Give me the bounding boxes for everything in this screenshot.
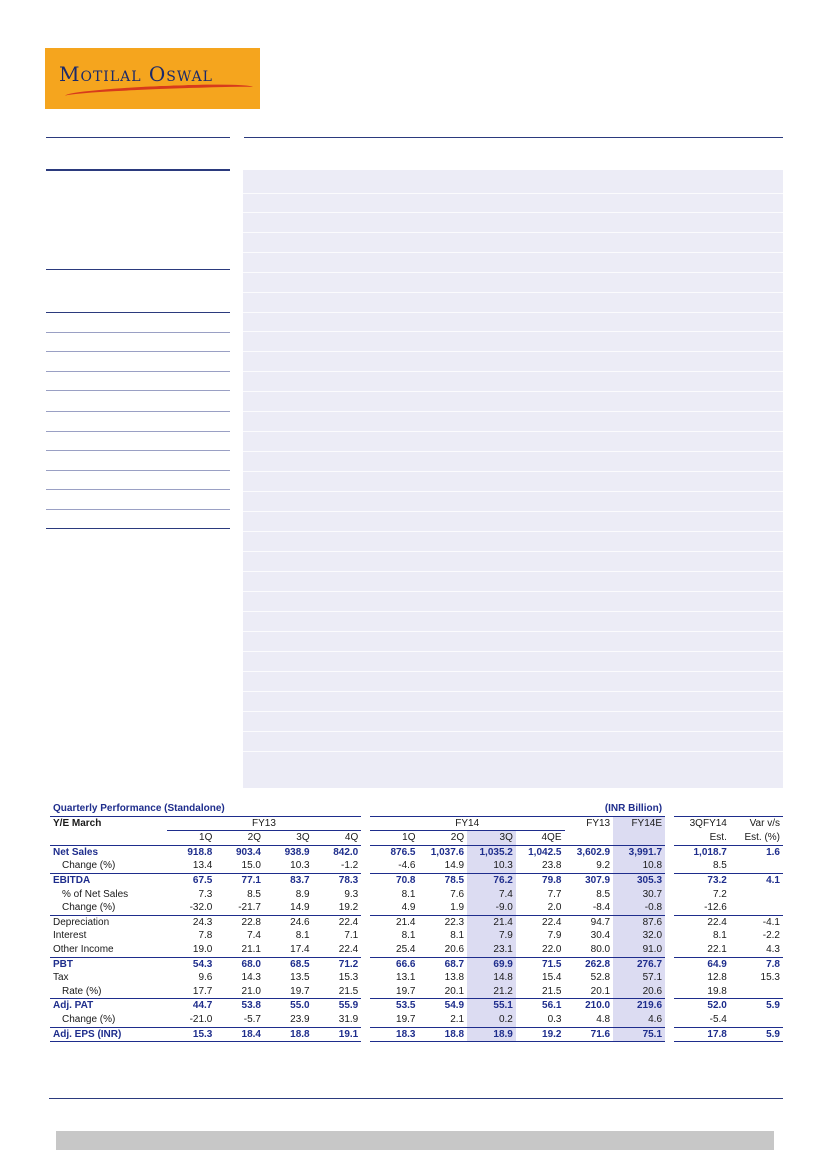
estimate-label: 3QFY14 <box>674 816 730 831</box>
cell-value: 9.6 <box>198 972 213 984</box>
logo-text: Motilal Oswal <box>59 62 213 86</box>
cell-value: 14.9 <box>290 902 310 914</box>
cell-value: 8.9 <box>295 888 310 900</box>
cell-value: 14.8 <box>467 971 516 985</box>
cell-value: 20.6 <box>613 985 665 999</box>
cell-value: 19.2 <box>338 902 359 914</box>
cell-value: 210.0 <box>565 999 614 1013</box>
cell-value: 24.6 <box>264 915 313 929</box>
left-header-rule <box>46 137 230 138</box>
cell-value: 219.6 <box>613 999 665 1013</box>
cell-value: 9.3 <box>344 888 359 900</box>
shade-divider <box>243 391 783 392</box>
table-row <box>50 971 783 985</box>
cell-value: 7.8 <box>730 957 783 971</box>
shade-divider <box>243 312 783 313</box>
column-gap <box>665 985 674 999</box>
cell-value: 44.7 <box>167 999 216 1013</box>
cell-value: 0.2 <box>467 1013 516 1027</box>
shade-divider <box>243 451 783 452</box>
cell-value: 76.2 <box>467 873 516 887</box>
cell-value: 22.4 <box>674 915 730 929</box>
cell-value: 21.5 <box>338 985 359 997</box>
column-gap <box>665 1027 674 1042</box>
table-row <box>50 1013 783 1027</box>
cell-value: 55.1 <box>467 999 516 1013</box>
cell-value: 0.3 <box>547 1013 562 1025</box>
cell-value: 19.8 <box>707 985 727 997</box>
cell-value: 15.3 <box>338 972 359 984</box>
cell-value: 32.0 <box>613 929 665 943</box>
row-label: Depreciation <box>50 915 167 929</box>
cell-value: 91.0 <box>613 943 665 957</box>
group-fy14: FY14 <box>370 816 565 831</box>
cell-value: 21.5 <box>542 985 562 997</box>
cell-value: 94.7 <box>565 915 614 929</box>
cell-value: 8.1 <box>295 930 310 942</box>
cell-value: 4.8 <box>596 1013 611 1025</box>
cell-value: 20.6 <box>444 943 465 955</box>
quarterly-performance-table <box>50 802 783 1042</box>
table-row <box>50 985 783 999</box>
cell-value: 305.3 <box>613 873 665 887</box>
cell-value: 52.8 <box>590 972 611 984</box>
column-gap <box>361 1027 370 1042</box>
cell-value: 8.1 <box>712 930 727 942</box>
table-unit: (INR Billion) <box>604 803 663 814</box>
shade-divider <box>243 711 783 712</box>
cell-value: 22.4 <box>516 915 565 929</box>
shade-divider <box>243 252 783 253</box>
table-row <box>50 943 783 957</box>
cell-value: 7.6 <box>450 888 465 900</box>
cell-value: 5.9 <box>730 999 783 1013</box>
cell-value: -32.0 <box>189 902 213 914</box>
cell-value: 262.8 <box>565 957 614 971</box>
sidebar-divider <box>46 351 230 352</box>
cell-value: 80.0 <box>590 943 611 955</box>
cell-value: 18.8 <box>419 1027 468 1042</box>
column-gap <box>361 859 370 873</box>
cell-value: 1.6 <box>730 845 783 859</box>
cell-value: 2.0 <box>547 902 562 914</box>
quarter-header: 2Q <box>247 832 261 844</box>
cell-value: 71.5 <box>516 957 565 971</box>
cell-value: 22.0 <box>542 943 562 955</box>
sidebar-divider <box>46 332 230 333</box>
table-row <box>50 859 783 873</box>
quarter-header: 4Q <box>344 832 359 844</box>
shade-divider <box>243 351 783 352</box>
cell-value: 25.4 <box>396 943 416 955</box>
group-header-row <box>50 816 783 831</box>
cell-value: 68.0 <box>215 957 264 971</box>
shaded-content-panel <box>243 170 783 788</box>
column-gap <box>665 859 674 873</box>
row-label: EBITDA <box>50 873 167 887</box>
annual-fy14e: FY14E <box>613 816 665 831</box>
cell-value: 10.8 <box>613 859 665 873</box>
shade-divider <box>243 212 783 213</box>
column-gap <box>665 873 674 887</box>
column-gap <box>361 888 370 902</box>
column-gap <box>665 971 674 985</box>
cell-value: 19.0 <box>192 943 213 955</box>
table-row <box>50 845 783 859</box>
cell-value: 69.9 <box>467 957 516 971</box>
cell-value: 79.8 <box>516 873 565 887</box>
cell-value: 19.2 <box>516 1027 565 1042</box>
cell-value: 307.9 <box>565 873 614 887</box>
shade-divider <box>243 731 783 732</box>
table-title-row <box>50 802 783 816</box>
column-gap <box>665 1013 674 1027</box>
group-fy13: FY13 <box>167 816 362 831</box>
table-row <box>50 999 783 1013</box>
cell-value: 938.9 <box>264 845 313 859</box>
cell-value: 55.9 <box>313 999 362 1013</box>
shade-divider <box>243 531 783 532</box>
cell-value: 22.4 <box>338 943 359 955</box>
cell-value: 23.8 <box>542 860 562 872</box>
cell-value: 13.8 <box>444 972 465 984</box>
quarter-header: 3Q <box>296 832 310 844</box>
row-label: % of Net Sales <box>62 888 129 900</box>
cell-value: 5.9 <box>730 1027 783 1042</box>
cell-value: 78.5 <box>419 873 468 887</box>
cell-value: 19.7 <box>290 985 310 997</box>
shade-divider <box>243 292 783 293</box>
cell-value: 68.7 <box>419 957 468 971</box>
cell-value: 53.8 <box>215 999 264 1013</box>
cell-value: 21.2 <box>467 985 516 999</box>
right-header-rule <box>244 137 783 138</box>
cell-value: -9.0 <box>467 901 516 915</box>
sidebar-divider <box>46 411 230 412</box>
shade-divider <box>243 331 783 332</box>
shade-divider <box>243 571 783 572</box>
cell-value: 54.3 <box>167 957 216 971</box>
shade-divider <box>243 751 783 752</box>
cell-value: 15.3 <box>760 972 780 984</box>
cell-value: 54.9 <box>419 999 468 1013</box>
est-header: Est. <box>709 831 727 843</box>
cell-value: 8.5 <box>596 888 611 900</box>
cell-value: 9.2 <box>596 860 611 872</box>
table-row <box>50 957 783 971</box>
cell-value: -5.4 <box>709 1013 727 1025</box>
cell-value: 15.0 <box>241 860 261 872</box>
cell-value: 7.7 <box>547 888 562 900</box>
cell-value: 4.9 <box>401 902 416 914</box>
cell-value <box>730 901 783 915</box>
sidebar-divider <box>46 371 230 372</box>
row-label: Adj. PAT <box>50 999 167 1013</box>
shade-divider <box>243 371 783 372</box>
footer-bar <box>56 1131 774 1150</box>
shade-divider <box>243 611 783 612</box>
cell-value: 15.3 <box>167 1027 216 1042</box>
cell-value: -4.1 <box>730 915 783 929</box>
cell-value: 7.4 <box>467 888 516 902</box>
row-label: Change (%) <box>62 902 116 914</box>
cell-value: 17.7 <box>192 985 213 997</box>
cell-value: 20.1 <box>444 985 465 997</box>
cell-value: 23.9 <box>290 1013 310 1025</box>
annual-fy13: FY13 <box>565 816 614 831</box>
cell-value: 18.4 <box>215 1027 264 1042</box>
cell-value: 53.5 <box>370 999 419 1013</box>
cell-value: 7.4 <box>247 930 261 942</box>
row-label: Rate (%) <box>62 985 102 997</box>
cell-value: 7.3 <box>198 888 213 900</box>
cell-value: 57.1 <box>613 971 665 985</box>
quarter-header-row <box>50 831 783 846</box>
cell-value: 22.4 <box>313 915 362 929</box>
cell-value: 7.1 <box>344 930 359 942</box>
cell-value: 3,991.7 <box>613 845 665 859</box>
cell-value: 842.0 <box>313 845 362 859</box>
ye-label: Y/E March <box>50 816 167 831</box>
cell-value: 8.1 <box>401 930 416 942</box>
cell-value: 19.1 <box>313 1027 362 1042</box>
cell-value: 70.8 <box>370 873 419 887</box>
cell-value: 7.9 <box>547 930 562 942</box>
variance-label: Var v/s <box>730 816 783 831</box>
cell-value: 77.1 <box>215 873 264 887</box>
cell-value: 78.3 <box>313 873 362 887</box>
cell-value: 17.4 <box>290 943 310 955</box>
cell-value: 21.0 <box>241 985 261 997</box>
cell-value: 3,602.9 <box>565 845 614 859</box>
cell-value: 21.1 <box>241 943 261 955</box>
shade-divider <box>243 651 783 652</box>
cell-value: 276.7 <box>613 957 665 971</box>
cell-value: 4.6 <box>613 1013 665 1027</box>
sidebar-divider <box>46 528 230 529</box>
column-gap <box>665 929 674 943</box>
row-label: PBT <box>50 957 167 971</box>
shade-divider <box>243 411 783 412</box>
cell-value <box>730 985 783 999</box>
column-gap <box>665 901 674 915</box>
cell-value: -21.0 <box>189 1013 213 1025</box>
cell-value: 4.1 <box>730 873 783 887</box>
cell-value: 22.1 <box>707 943 727 955</box>
sidebar-divider <box>46 390 230 391</box>
table-row <box>50 888 783 902</box>
cell-value: 30.7 <box>613 888 665 902</box>
row-label: Change (%) <box>62 860 116 872</box>
cell-value: 71.2 <box>313 957 362 971</box>
cell-value: 7.8 <box>198 930 213 942</box>
column-gap <box>361 929 370 943</box>
sidebar-divider <box>46 509 230 510</box>
left-section-rule <box>46 169 230 171</box>
cell-value: 71.6 <box>565 1027 614 1042</box>
column-gap <box>665 915 674 929</box>
row-label: Net Sales <box>50 845 167 859</box>
cell-value: 7.2 <box>712 888 727 900</box>
cell-value: 66.6 <box>370 957 419 971</box>
cell-value: 67.5 <box>167 873 216 887</box>
cell-value: 1,018.7 <box>674 845 730 859</box>
table-row <box>50 929 783 943</box>
row-label: Other Income <box>53 943 114 955</box>
cell-value: 20.1 <box>590 985 611 997</box>
cell-value: 15.4 <box>542 972 562 984</box>
shade-divider <box>243 551 783 552</box>
cell-value: 10.3 <box>290 860 310 872</box>
quarter-header: 4QE <box>541 832 562 844</box>
cell-value: 18.9 <box>467 1027 516 1042</box>
cell-value: 1,037.6 <box>419 845 468 859</box>
cell-value: 30.4 <box>590 930 611 942</box>
cell-value: 903.4 <box>215 845 264 859</box>
shade-divider <box>243 691 783 692</box>
column-gap <box>665 943 674 957</box>
shade-divider <box>243 431 783 432</box>
cell-value: 52.0 <box>674 999 730 1013</box>
table-row <box>50 873 783 887</box>
cell-value: 17.8 <box>674 1027 730 1042</box>
row-label: Adj. EPS (INR) <box>50 1027 167 1042</box>
footer-rule <box>49 1098 783 1099</box>
shade-divider <box>243 591 783 592</box>
cell-value: 12.8 <box>707 972 727 984</box>
cell-value: 75.1 <box>613 1027 665 1042</box>
motilal-oswal-logo <box>45 48 260 109</box>
cell-value: -1.2 <box>341 860 359 872</box>
cell-value: 1,042.5 <box>516 845 565 859</box>
cell-value: -8.4 <box>592 902 611 914</box>
table-row <box>50 901 783 915</box>
column-gap <box>665 957 674 971</box>
column-gap <box>361 957 370 971</box>
shade-divider <box>243 232 783 233</box>
cell-value: 13.5 <box>290 972 310 984</box>
cell-value: -4.6 <box>398 860 416 872</box>
cell-value: 14.3 <box>241 972 261 984</box>
cell-value: 73.2 <box>674 873 730 887</box>
column-gap <box>361 901 370 915</box>
column-gap <box>361 1013 370 1027</box>
cell-value: 13.4 <box>192 860 213 872</box>
cell-value: -12.6 <box>704 902 727 914</box>
column-gap <box>665 999 674 1013</box>
row-label: Change (%) <box>62 1013 116 1025</box>
cell-value: 31.9 <box>338 1013 359 1025</box>
cell-value: 8.5 <box>247 888 261 900</box>
cell-value: 55.0 <box>264 999 313 1013</box>
column-gap <box>665 888 674 902</box>
cell-value: 19.7 <box>396 985 416 997</box>
cell-value: 68.5 <box>264 957 313 971</box>
column-gap <box>361 873 370 887</box>
sidebar-divider <box>46 269 230 270</box>
shade-divider <box>243 491 783 492</box>
table-row <box>50 1027 783 1042</box>
cell-value: 24.3 <box>167 915 216 929</box>
cell-value: 23.1 <box>467 943 516 957</box>
cell-value: 18.3 <box>370 1027 419 1042</box>
cell-value: 876.5 <box>370 845 419 859</box>
column-gap <box>665 845 674 859</box>
column-gap <box>361 971 370 985</box>
cell-value: 918.8 <box>167 845 216 859</box>
cell-value: -21.7 <box>238 902 261 914</box>
column-gap <box>361 845 370 859</box>
shade-divider <box>243 631 783 632</box>
quarter-header: 3Q <box>467 831 516 846</box>
cell-value: 21.4 <box>370 915 419 929</box>
cell-value: 4.3 <box>766 943 780 955</box>
cell-value: 14.9 <box>444 860 465 872</box>
cell-value: 8.1 <box>401 888 416 900</box>
row-label: Interest <box>53 930 87 942</box>
cell-value <box>730 859 783 873</box>
shade-divider <box>243 193 783 194</box>
cell-value: 87.6 <box>613 915 665 929</box>
quarter-header: 1Q <box>199 832 213 844</box>
table-row <box>50 915 783 929</box>
shade-divider <box>243 471 783 472</box>
var-header: Est. (%) <box>744 831 780 843</box>
cell-value: 8.5 <box>712 860 727 872</box>
column-gap <box>361 915 370 929</box>
cell-value: 13.1 <box>396 972 416 984</box>
cell-value: 7.9 <box>467 929 516 943</box>
shade-divider <box>243 671 783 672</box>
quarter-header: 1Q <box>402 832 416 844</box>
cell-value: 21.4 <box>467 915 516 929</box>
cell-value <box>730 1013 783 1027</box>
column-gap <box>361 943 370 957</box>
quarter-header: 2Q <box>450 832 465 844</box>
shade-divider <box>243 272 783 273</box>
cell-value: 22.3 <box>419 915 468 929</box>
sidebar-divider <box>46 450 230 451</box>
cell-value: 1.9 <box>450 902 465 914</box>
row-label: Tax <box>53 972 69 984</box>
cell-value: 18.8 <box>264 1027 313 1042</box>
cell-value: 2.1 <box>450 1013 465 1025</box>
cell-value: 56.1 <box>516 999 565 1013</box>
cell-value: 1,035.2 <box>467 845 516 859</box>
cell-value: 19.7 <box>396 1013 416 1025</box>
cell-value: 8.1 <box>450 930 465 942</box>
column-gap <box>361 999 370 1013</box>
cell-value: -0.8 <box>613 901 665 915</box>
sidebar-divider <box>46 489 230 490</box>
cell-value <box>730 888 783 902</box>
cell-value: -5.7 <box>243 1013 261 1025</box>
cell-value: 64.9 <box>674 957 730 971</box>
shade-divider <box>243 511 783 512</box>
cell-value: 10.3 <box>467 859 516 873</box>
sidebar-divider <box>46 470 230 471</box>
cell-value: -2.2 <box>762 930 780 942</box>
column-gap <box>361 985 370 999</box>
sidebar-divider <box>46 312 230 313</box>
table-title: Quarterly Performance (Standalone) <box>53 803 225 814</box>
sidebar-divider <box>46 431 230 432</box>
cell-value: 22.8 <box>215 915 264 929</box>
cell-value: 83.7 <box>264 873 313 887</box>
